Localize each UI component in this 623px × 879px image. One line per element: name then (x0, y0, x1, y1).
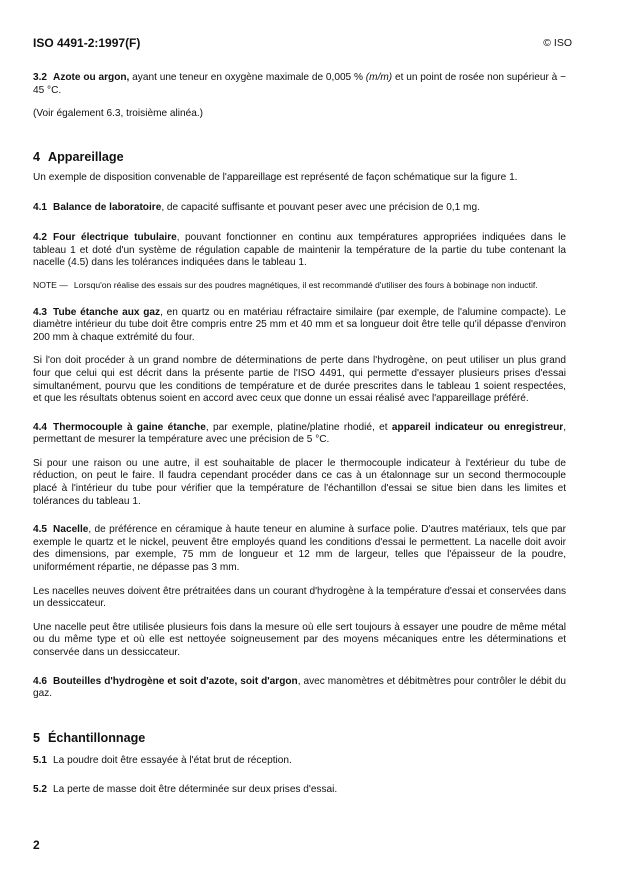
clause-text-continued: , permettant de mesurer la température avec une précision de 5 °C. (33, 421, 567, 446)
page-body (33, 72, 566, 797)
clause-title: Balance de laboratoire (53, 202, 162, 214)
clause-number: 4.2 (33, 231, 48, 243)
clause-title: Tube étanche aux gaz (53, 306, 161, 318)
section-number: 5 (33, 730, 41, 745)
clause-4-6 (33, 676, 566, 701)
clause-title: Four électrique tubulaire (53, 231, 177, 243)
clause-5-2 (33, 784, 566, 797)
clause-title: Bouteilles d'hydrogène et soit d'azote, soit d'argon (53, 675, 298, 687)
clause-number: 4.4 (33, 421, 48, 433)
clause-5-1 (33, 755, 566, 768)
note-text: Lorsqu'on réalise des essais sur des poudres magnétiques, il est recommandé d'utiliser des fours à bobinage non inductif. (73, 279, 538, 290)
section-4-heading (33, 150, 566, 164)
clause-title: Thermocouple à gaine étanche (53, 421, 206, 433)
clause-4-5 (33, 524, 566, 574)
clause-title: Nacelle (53, 524, 89, 536)
clause-text: La poudre doit être essayée à l'état brut de réception. (53, 754, 292, 766)
clause-number: 4.6 (33, 675, 48, 687)
clause-4-1 (33, 202, 566, 215)
clause-4-2-note (33, 280, 566, 291)
clause-title-secondary: appareil indicateur ou enregistreur (391, 421, 564, 433)
clause-3-2-note: (Voir également 6.3, troisième alinéa.) (33, 108, 203, 120)
clause-4-5-paragraph-3: Une nacelle peut être utilisée plusieurs fois dans la mesure où elle sert toujours à essayer une poudre de même métal ou du même type et où elle est nettoyée soigneusement par des moyens mécaniques entre les déterminations et conservée dans un dessiccateur. (33, 621, 566, 659)
section-title: Échantillonnage (48, 730, 146, 745)
clause-number: 4.5 (33, 524, 48, 536)
clause-4-4 (33, 422, 566, 447)
clause-text: La perte de masse doit être déterminée sur deux prises d'essai. (53, 784, 338, 796)
section-number: 4 (33, 149, 41, 164)
clause-number: 4.1 (33, 202, 48, 214)
clause-text: , de capacité suffisante et pouvant peser avec une précision de 0,1 mg. (161, 202, 480, 214)
clause-text-continued: et un point de rosée non supérieur à − 45 °C. (33, 72, 566, 96)
note-label: NOTE — (33, 279, 68, 290)
copyright-notice: © ISO (543, 37, 572, 49)
clause-text: , pouvant fonctionner en continu aux températures appropriées indiquées dans le tableau 1 et doté d'un système de régulation capable de maintenir la température de la partie du tube contenant la nacelle (4.5) dans les tolérances indiquées dans le tableau 1. (33, 231, 567, 269)
standard-designation: ISO 4491-2:1997(F) (33, 36, 141, 50)
clause-4-2 (33, 232, 566, 270)
clause-4-3 (33, 307, 566, 345)
clause-number: 5.2 (33, 784, 48, 796)
clause-number: 4.3 (33, 306, 48, 318)
clause-text: , de préférence en céramique à haute teneur en alumine à surface polie. D'autres matériaux, tels que par exemple le quartz et le nickel, peuvent être employés quand les conditions d'essai le permettent. La nacelle doit avoir des dimensions, par exemple, 75 mm de longueur et 12 mm de largeur, telles que l'épaisseur de la poudre, uniformément répartie, ne dépasse pas 3 mm. (33, 524, 566, 574)
section-5-heading (33, 731, 566, 745)
clause-3-2 (33, 72, 566, 97)
clause-title: Azote ou argon, (53, 72, 130, 83)
section-title: Appareillage (48, 149, 124, 164)
clause-number: 3.2 (33, 72, 48, 83)
clause-text: ayant une teneur en oxygène maximale de 0,005 % (129, 72, 366, 83)
clause-text: , avec manomètres et débitmètres pour contrôler le débit du gaz. (33, 675, 567, 700)
clause-text: , en quartz ou en matériau réfractaire similaire (par exemple, de l'alumine compacte). Le diamètre intérieur du tube doit être compris entre 25 mm et 40 mm et sa longueur doit être telle qu'il dépasse d'environ 200 mm à chaque extrémité du four. (33, 306, 567, 343)
unit-mm: (m/m) (365, 72, 393, 83)
page-number: 2 (33, 838, 40, 852)
clause-text: , par exemple, platine/platine rhodié, et (205, 421, 392, 433)
clause-4-3-paragraph: Si l'on doit procéder à un grand nombre de déterminations de perte dans l'hydrogène, on peut utiliser un plus grand four que celui qui est décrit dans la présente partie de l'ISO 4491, qui permette d'essayer plusieurs prises d'essai simultanément, pourvu que les conditions de température et de durée prescrites dans le tableau 1 soient respectées, et que les résultats obtenus soient en accord avec ceux que donne un essai réalisé avec l'appareillage préféré. (33, 355, 566, 405)
clause-4-4-paragraph: Si pour une raison ou une autre, il est souhaitable de placer le thermocouple indicateur à l'extérieur du tube de réduction, on peut le faire. Il faudra cependant procéder dans ce cas à un étalonnage sur un second thermocouple placé à l'intérieur du tube pour vérifier que la température de l'échantillon d'essai se situe bien dans les limites et tolérances du tableau 1. (33, 457, 566, 507)
clause-4-5-paragraph-2: Les nacelles neuves doivent être prétraitées dans un courant d'hydrogène à la température d'essai et conservées dans un dessiccateur. (33, 585, 566, 610)
clause-number: 5.1 (33, 754, 48, 766)
section-4-intro: Un exemple de disposition convenable de l'appareillage est représenté de façon schématique sur la figure 1. (33, 171, 518, 183)
